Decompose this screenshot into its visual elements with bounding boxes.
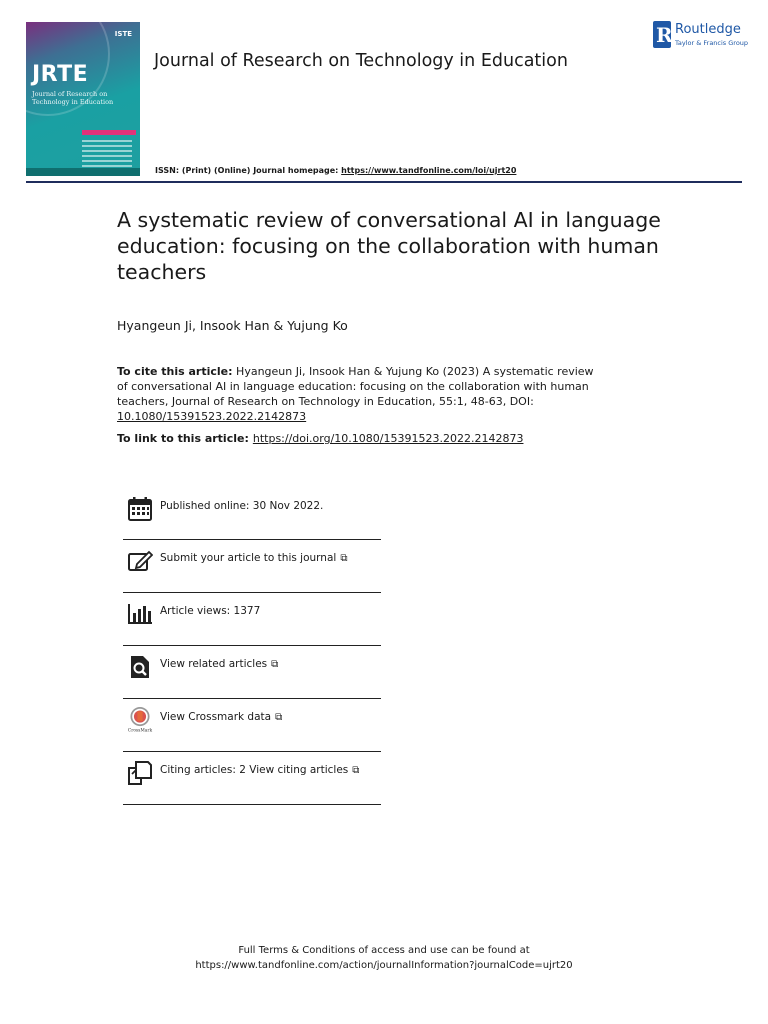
calendar-icon: [127, 496, 153, 522]
published-online-item: [123, 488, 381, 540]
terms-url[interactable]: https://www.tandfonline.com/action/journalInformation?journalCode=ujrt20: [195, 960, 573, 971]
citation-label: To cite this article:: [117, 365, 233, 378]
crossmark-icon: [127, 707, 153, 733]
submit-article-text: Submit your article to this journal: [160, 552, 337, 564]
publisher-name: Routledge: [675, 22, 741, 37]
routledge-logo-icon: [653, 21, 671, 48]
journal-cover-image: [26, 22, 140, 176]
cover-footer-bar: [26, 168, 140, 176]
cover-accent-band: [82, 130, 136, 135]
related-articles-label: [160, 658, 278, 670]
cover-brand: ISTE: [114, 30, 132, 38]
external-link-icon: ⧉: [352, 765, 360, 776]
article-authors: Hyangeun Ji, Insook Han & Yujung Ko: [117, 318, 348, 333]
published-online-label: Published online: 30 Nov 2022.: [160, 500, 324, 512]
related-articles-text: View related articles: [160, 658, 268, 670]
crossmark-caption: CrossMark: [127, 728, 153, 733]
issn-line: [155, 166, 516, 175]
article-views-label: Article views: 1377: [160, 605, 261, 617]
external-link-icon: ⧉: [340, 553, 348, 564]
terms-line: Full Terms & Conditions of access and use can be found at: [238, 945, 530, 956]
citing-articles-text: Citing articles: 2 View citing articles: [160, 764, 349, 776]
external-link-icon: ⧉: [275, 712, 283, 723]
external-link-icon: ⧉: [271, 659, 279, 670]
edit-icon: [127, 548, 153, 574]
bar-chart-icon: [127, 601, 153, 627]
submit-article-item[interactable]: [123, 540, 381, 593]
article-metadata-list: [123, 488, 381, 805]
journal-title: Journal of Research on Technology in Education: [154, 51, 568, 71]
search-document-icon: [127, 654, 153, 680]
article-views-item: [123, 593, 381, 646]
publisher-group: Taylor & Francis Group: [675, 39, 749, 47]
citing-articles-icon: [127, 760, 153, 786]
citation-doi-link[interactable]: 10.1080/15391523.2022.2142873: [117, 410, 307, 423]
publisher-logo[interactable]: [653, 21, 753, 49]
citing-articles-item[interactable]: [123, 752, 381, 805]
citing-articles-label: [160, 764, 359, 776]
terms-footer: [0, 943, 768, 973]
crossmark-item[interactable]: [123, 699, 381, 752]
related-articles-item[interactable]: [123, 646, 381, 699]
cover-subtitle: Journal of Research on Technology in Education: [32, 90, 114, 106]
citation-block: [117, 364, 597, 424]
cover-text-lines: [82, 140, 132, 170]
article-link-line: [117, 432, 523, 445]
article-doi-link[interactable]: https://doi.org/10.1080/15391523.2022.2142873: [252, 432, 524, 445]
submit-article-label: [160, 552, 347, 564]
header-divider: [26, 181, 742, 183]
crossmark-label: [160, 711, 282, 723]
crossmark-text: View Crossmark data: [160, 711, 272, 723]
issn-prefix: ISSN: (Print) (Online) Journal homepage:: [155, 166, 342, 175]
article-link-label: To link to this article:: [117, 432, 249, 445]
cover-acronym: JRTE: [32, 62, 89, 87]
journal-homepage-link[interactable]: https://www.tandfonline.com/loi/ujrt20: [341, 166, 517, 175]
citation-text: Hyangeun Ji, Insook Han & Yujung Ko (2023) A systematic review of conversational AI in language education: focusing on the collaboration with human teachers, Journal of Research on Technology in Education, 55:1, 48-63, DOI:: [117, 365, 594, 408]
article-title: A systematic review of conversational AI in language education: focusing on the collaboration with human teachers: [117, 208, 661, 284]
